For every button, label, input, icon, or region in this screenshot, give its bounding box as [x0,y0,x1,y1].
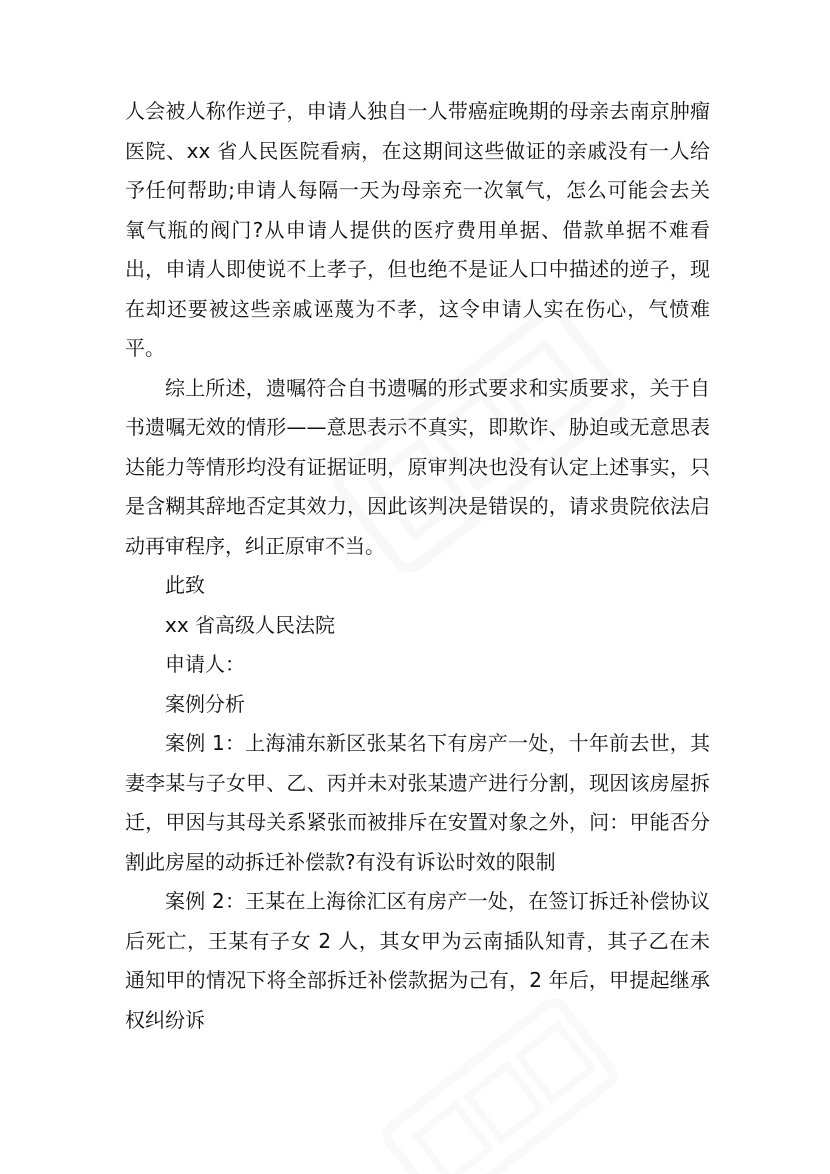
paragraph-conclusion: 综上所述，遗嘱符合自书遗嘱的形式要求和实质要求，关于自书遗嘱无效的情形——意思表示不真实，即欺诈、胁迫或无意思表达能力等情形均没有证据证明，原审判决也没有认定上述事实，只是含糊其辞地否定其效力，因此该判决是错误的，请求贵院依法启动再审程序，纠正原审不当。 [125,375,710,558]
closing-salutation: 此致 [165,573,205,597]
applicant-signature-line: 申请人： [165,652,245,676]
section-heading-case-analysis: 案例分析 [165,691,245,716]
paragraph-continuation: 人会被人称作逆子，申请人独自一人带癌症晚期的母亲去南京肿瘤医院、xx 省人民医院看病，在这期间这些做证的亲戚没有一人给予任何帮助;申请人每隔一天为母亲充一次氧气，怎么可能会去关氧气瓶的阀门?从申请人提供的医疗费用单据、借款单据不难看出，申请人即使说不上孝子，但也绝不是证人口中描述的逆子，现在却还要被这些亲戚诬蔑为不孝，这令申请人实在伤心，气愤难平。 [125,99,710,360]
document-body [125,92,710,1040]
case-1-paragraph: 案例 1：上海浦东新区张某名下有房产一处，十年前去世，其妻李某与子女甲、乙、丙并未对张某遗产进行分割，现因该房屋拆迁，甲因与其母关系紧张而被排斥在安置对象之外，问：甲能否分割此房屋的动拆迁补偿款?有没有诉讼时效的限制 [125,731,710,874]
addressee: xx 省高级人民法院 [165,612,336,637]
case-2-paragraph: 案例 2：王某在上海徐汇区有房产一处，在签订拆迁补偿协议后死亡，王某有子女 2 人，其女甲为云南插队知青，其子乙在未通知甲的情况下将全部拆迁补偿款据为己有，2 年后，甲提起继承权纠纷诉 [125,889,710,1032]
